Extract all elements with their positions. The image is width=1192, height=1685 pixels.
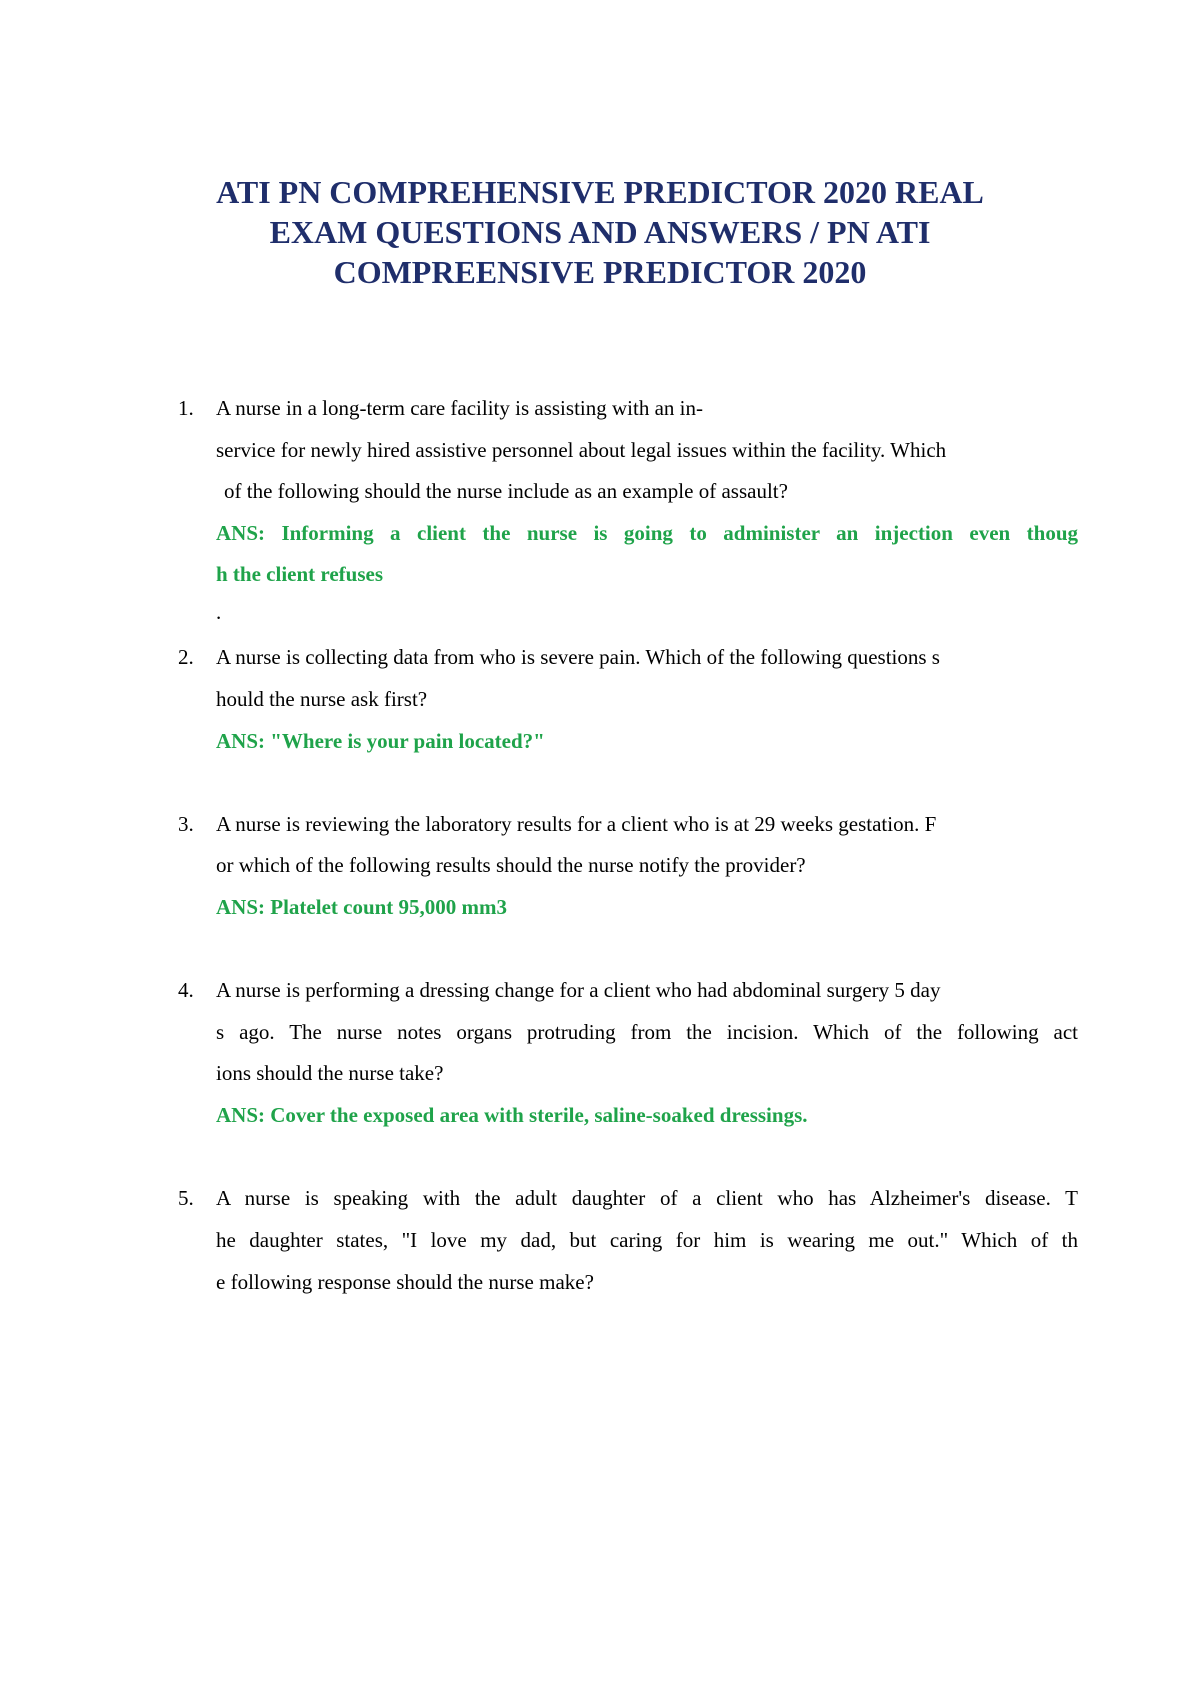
title-line: ATI PN COMPREHENSIVE PREDICTOR 2020 REAL	[216, 174, 984, 210]
title-line: EXAM QUESTIONS AND ANSWERS / PN ATI	[269, 214, 931, 250]
question-number: 5.	[178, 1186, 194, 1210]
question-text-line: or which of the following results should the nurse notify the provider?	[216, 853, 806, 877]
trailing-period: .	[216, 600, 222, 624]
question-number: 3.	[178, 812, 194, 836]
question-text-line: A nurse in a long-term care facility is assisting with an in-	[216, 396, 703, 420]
question-text-line: service for newly hired assistive personnel about legal issues within the facility. Which	[216, 438, 947, 462]
question-text-line: of the following should the nurse include as an example of assault?	[224, 479, 788, 503]
question-text-line: s ago. The nurse notes organs protruding from the incision. Which of the following act	[216, 1020, 1078, 1044]
document-title	[100, 172, 1100, 292]
question-text-line: A nurse is reviewing the laboratory results for a client who is at 29 weeks gestation. F	[216, 812, 937, 836]
question-text-line: hould the nurse ask first?	[216, 687, 428, 711]
answer-line: ANS: Cover the exposed area with sterile, saline-soaked dressings.	[216, 1103, 808, 1127]
question-text-line: he daughter states, "I love my dad, but caring for him is wearing me out." Which of th	[216, 1228, 1078, 1252]
question-text-line: A nurse is collecting data from who is severe pain. Which of the following questions s	[216, 645, 940, 669]
answer-line: ANS: "Where is your pain located?"	[216, 729, 545, 753]
question-number: 1.	[178, 396, 194, 420]
question-text-line: ions should the nurse take?	[216, 1061, 444, 1085]
question-text-line: e following response should the nurse make?	[216, 1270, 594, 1294]
answer-line: ANS: Informing a client the nurse is going to administer an injection even thoug	[216, 521, 1078, 545]
answer-line: h the client refuses	[216, 562, 384, 586]
question-number: 2.	[178, 645, 194, 669]
question-text-line: A nurse is speaking with the adult daughter of a client who has Alzheimer's disease. T	[216, 1186, 1078, 1210]
question-number: 4.	[178, 978, 194, 1002]
answer-line: ANS: Platelet count 95,000 mm3	[216, 895, 508, 919]
question-text-line: A nurse is performing a dressing change for a client who had abdominal surgery 5 day	[216, 978, 941, 1002]
title-line: COMPREENSIVE PREDICTOR 2020	[333, 254, 867, 290]
